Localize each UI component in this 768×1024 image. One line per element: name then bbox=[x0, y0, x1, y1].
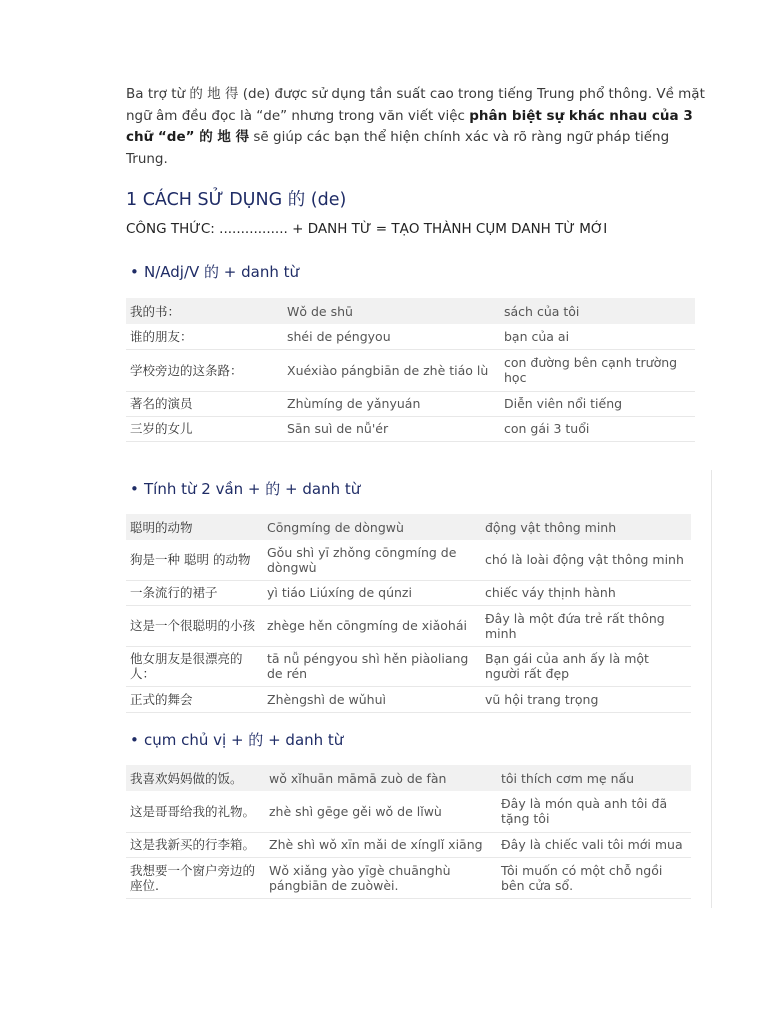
table-row bbox=[126, 686, 691, 712]
meaning-cell: Bạn gái của anh ấy là một người rất đẹp bbox=[481, 646, 691, 686]
intro-paragraph bbox=[126, 84, 706, 170]
chinese-cell: 这是我新买的行李箱。 bbox=[126, 832, 265, 857]
pinyin-cell: zhè shì gēge gěi wǒ de lǐwù bbox=[265, 791, 497, 832]
meaning-cell: Đây là chiếc vali tôi mới mua bbox=[497, 832, 691, 857]
section-title: 1 CÁCH SỬ DỤNG 的 (de) bbox=[126, 190, 347, 210]
chinese-cell: 这是哥哥给我的礼物。 bbox=[126, 791, 265, 832]
chinese-cell: 我的书： bbox=[126, 298, 283, 324]
meaning-cell: con gái 3 tuổi bbox=[500, 416, 695, 441]
table-row bbox=[126, 514, 691, 540]
group-1-title: N/Adj/V 的 + danh từ bbox=[144, 263, 300, 281]
table-row bbox=[126, 646, 691, 686]
pinyin-cell: tā nǚ péngyou shì hěn piàoliang de rén bbox=[263, 646, 481, 686]
table-row bbox=[126, 298, 695, 324]
pinyin-cell: yì tiáo Liúxíng de qúnzi bbox=[263, 580, 481, 605]
pinyin-cell: Wǒ de shū bbox=[283, 298, 500, 324]
meaning-cell: bạn của ai bbox=[500, 324, 695, 349]
formula-line: CÔNG THỨC: ................ + DANH TỪ = TẠO THÀNH CỤM DANH TỪ MỚI bbox=[126, 221, 608, 237]
chinese-cell: 一条流行的裙子 bbox=[126, 580, 263, 605]
meaning-cell: vũ hội trang trọng bbox=[481, 686, 691, 712]
meaning-cell: Đây là món quà anh tôi đã tặng tôi bbox=[497, 791, 691, 832]
chinese-cell: 三岁的女儿 bbox=[126, 416, 283, 441]
meaning-cell: Đây là một đứa trẻ rất thông minh bbox=[481, 605, 691, 646]
pinyin-cell: shéi de péngyou bbox=[283, 324, 500, 349]
chinese-cell: 谁的朋友： bbox=[126, 324, 283, 349]
meaning-cell: chó là loài động vật thông minh bbox=[481, 540, 691, 580]
group-3-heading bbox=[130, 729, 343, 750]
pinyin-cell: Zhèngshì de wǔhuì bbox=[263, 686, 481, 712]
meaning-cell: tôi thích cơm mẹ nấu bbox=[497, 765, 691, 791]
pinyin-cell: Cōngmíng de dòngwù bbox=[263, 514, 481, 540]
table-row bbox=[126, 416, 695, 441]
intro-text-end: sẽ giúp các bạn thể hiện chính xác và rõ ràng ngữ pháp tiếng Trung. bbox=[126, 129, 670, 167]
bullet-dot: • bbox=[130, 263, 139, 281]
example-table-1 bbox=[126, 298, 695, 442]
group-2-heading bbox=[130, 478, 360, 499]
pinyin-cell: Wǒ xiǎng yào yīgè chuānghù pángbiān de zuòwèi. bbox=[265, 857, 497, 898]
pinyin-cell: wǒ xǐhuān māmā zuò de fàn bbox=[265, 765, 497, 791]
chinese-cell: 聪明的动物 bbox=[126, 514, 263, 540]
chinese-cell: 著名的演员 bbox=[126, 391, 283, 416]
bullet-dot: • bbox=[130, 731, 139, 749]
table-row bbox=[126, 391, 695, 416]
group-1-heading bbox=[130, 261, 299, 282]
table-row bbox=[126, 540, 691, 580]
table-row bbox=[126, 349, 695, 391]
table-row bbox=[126, 791, 691, 832]
pinyin-cell: Zhùmíng de yǎnyuán bbox=[283, 391, 500, 416]
table-row bbox=[126, 605, 691, 646]
bullet-dot: • bbox=[130, 480, 139, 498]
chinese-cell: 这是一个很聪明的小孩 bbox=[126, 605, 263, 646]
table-row bbox=[126, 765, 691, 791]
example-table-2 bbox=[126, 514, 691, 713]
divider-line bbox=[711, 470, 712, 908]
pinyin-cell: zhège hěn cōngmíng de xiǎohái bbox=[263, 605, 481, 646]
meaning-cell: chiếc váy thịnh hành bbox=[481, 580, 691, 605]
meaning-cell: con đường bên cạnh trường học bbox=[500, 349, 695, 391]
meaning-cell: sách của tôi bbox=[500, 298, 695, 324]
table-row bbox=[126, 580, 691, 605]
chinese-cell: 正式的舞会 bbox=[126, 686, 263, 712]
pinyin-cell: Zhè shì wǒ xīn mǎi de xínglǐ xiāng bbox=[265, 832, 497, 857]
table-row bbox=[126, 832, 691, 857]
intro-bold-text: phân biệt sự khác nhau của 3 chữ “de” 的 地 得 bbox=[126, 107, 693, 145]
chinese-cell: 学校旁边的这条路： bbox=[126, 349, 283, 391]
group-3-title: cụm chủ vị + 的 + danh từ bbox=[144, 731, 344, 749]
meaning-cell: động vật thông minh bbox=[481, 514, 691, 540]
pinyin-cell: Xuéxiào pángbiān de zhè tiáo lù bbox=[283, 349, 500, 391]
group-2-title: Tính từ 2 vần + 的 + danh từ bbox=[144, 480, 361, 498]
example-table-3 bbox=[126, 765, 691, 899]
chinese-cell: 我喜欢妈妈做的饭。 bbox=[126, 765, 265, 791]
chinese-cell: 我想要一个窗户旁边的座位. bbox=[126, 857, 265, 898]
table-row bbox=[126, 324, 695, 349]
intro-text-start: Ba trợ từ 的 地 得 (de) được sử dụng tần suất cao trong tiếng Trung phổ thông. Về mặt ngữ âm đều đọc là “de” nhưng trong văn viết việc bbox=[126, 86, 705, 124]
chinese-cell: 狗是一种 聪明 的动物 bbox=[126, 540, 263, 580]
meaning-cell: Tôi muốn có một chỗ ngồi bên cửa sổ. bbox=[497, 857, 691, 898]
pinyin-cell: Sān suì de nǚ'ér bbox=[283, 416, 500, 441]
pinyin-cell: Gǒu shì yī zhǒng cōngmíng de dòngwù bbox=[263, 540, 481, 580]
table-row bbox=[126, 857, 691, 898]
meaning-cell: Diễn viên nổi tiếng bbox=[500, 391, 695, 416]
chinese-cell: 他女朋友是很漂亮的人： bbox=[126, 646, 263, 686]
